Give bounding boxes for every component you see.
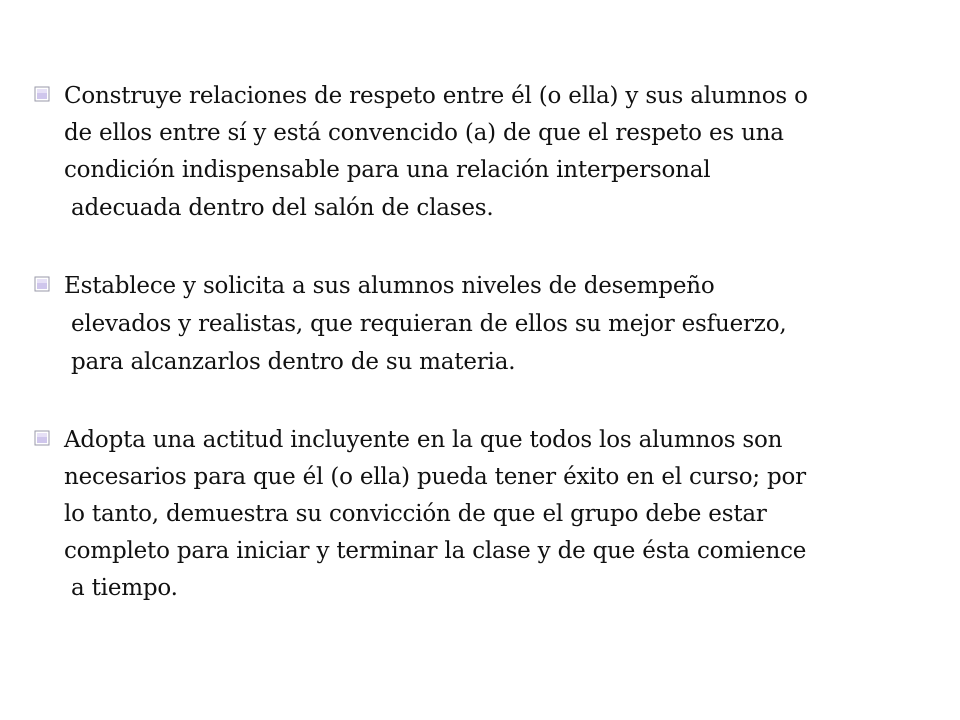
bullet-item-3-line-5: a tiempo.	[71, 575, 178, 601]
bullet-item-1-line-3: condición indispensable para una relación interpersonal	[64, 157, 711, 183]
bullet-item-2-line-1: Establece y solicita a sus alumnos niveles de desempeño	[64, 273, 715, 299]
bullet-item-2-line-3: para alcanzarlos dentro de su materia.	[71, 349, 516, 375]
bullet-item-1	[34, 78, 924, 238]
bullet-item-3-line-4: completo para iniciar y terminar la clase y de que ésta comience	[64, 538, 807, 564]
square-bullet-icon	[34, 430, 50, 446]
bullet-item-1-line-2: de ellos entre sí y está convencido (a) de que el respeto es una	[64, 120, 784, 146]
bullet-item-2-line-2: elevados y realistas, que requieran de ellos su mejor esfuerzo,	[71, 311, 787, 337]
bullet-item-1-line-4: adecuada dentro del salón de clases.	[71, 195, 494, 221]
bullet-item-3-line-1: Adopta una actitud incluyente en la que todos los alumnos son	[64, 427, 783, 453]
bullet-item-3-line-3: lo tanto, demuestra su convicción de que el grupo debe estar	[64, 501, 767, 527]
bullet-item-1-line-1: Construye relaciones de respeto entre él (o ella) y sus alumnos o	[64, 83, 808, 109]
square-bullet-icon	[34, 276, 50, 292]
bullet-item-2	[34, 268, 924, 388]
bullet-item-3-line-2: necesarios para que él (o ella) pueda tener éxito en el curso; por	[64, 464, 806, 490]
bullet-item-3	[34, 422, 924, 622]
square-bullet-icon	[34, 86, 50, 102]
